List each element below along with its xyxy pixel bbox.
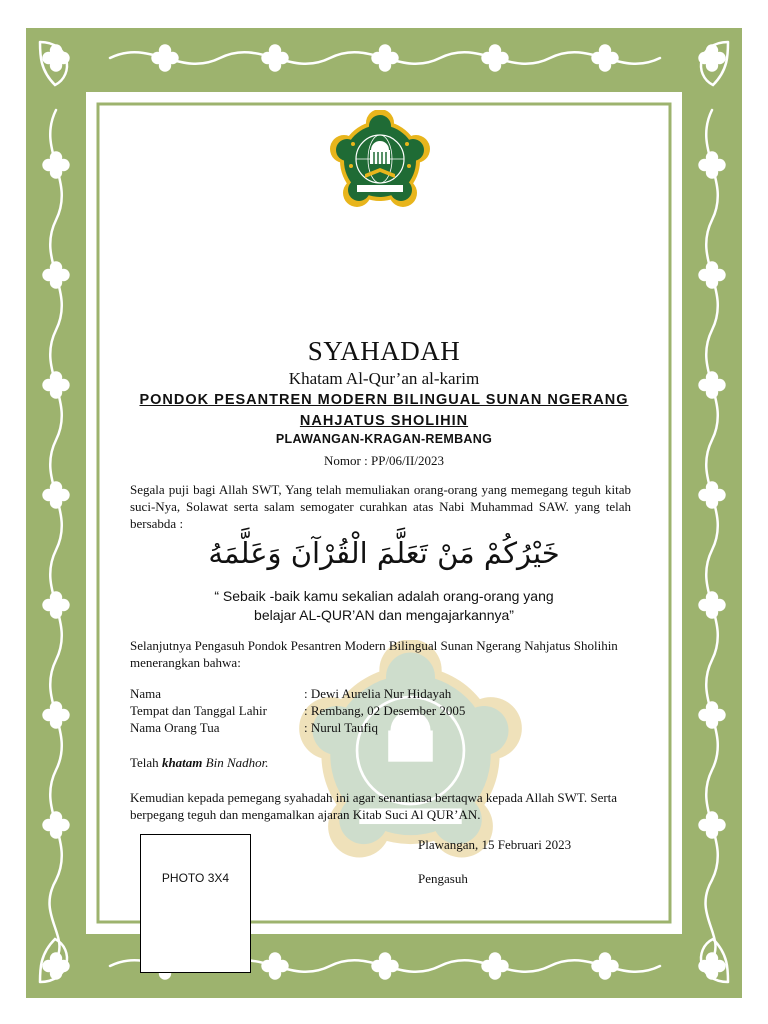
recipient-details — [130, 685, 465, 736]
institution-name-line2: NAHJATUS SHOLIHIN — [299, 413, 469, 429]
closing-paragraph: Kemudian kepada pemegang syahadah ini agar senantiasa bertaqwa kepada Allah SWT. Serta berpegang teguh dan mengamalkan ajaran Kitab Suci Al QUR’AN. — [130, 790, 618, 822]
photo-label: PHOTO 3X4 — [161, 871, 230, 885]
field-label: Nama — [130, 686, 162, 701]
translation-line1: “ Sebaik -baik kamu sekalian adalah orang-orang yang — [214, 588, 554, 604]
khatam-bold: khatam — [161, 755, 203, 770]
khatam-prefix: Telah — [130, 755, 162, 770]
signatory-title: Pengasuh — [418, 871, 468, 886]
field-label: Nama Orang Tua — [130, 720, 220, 735]
field-value: : Nurul Taufiq — [304, 720, 378, 735]
field-row-birth — [130, 702, 465, 719]
certificate-title: SYAHADAH — [307, 336, 461, 366]
field-row-parent — [130, 719, 465, 736]
field-row-name — [130, 685, 465, 702]
khatam-statement — [130, 754, 631, 771]
khatam-method: Bin Nadhor. — [202, 755, 269, 770]
institution-name-line1: PONDOK PESANTREN MODERN BILINGUAL SUNAN NGERANG — [139, 392, 629, 408]
institution-logo — [325, 110, 435, 212]
photo-box — [140, 834, 251, 973]
certificate-subtitle: Khatam Al-Qur’an al-karim — [288, 369, 480, 388]
certificate-number: Nomor : PP/06/II/2023 — [324, 453, 444, 468]
translation-line2: belajar AL-QUR’AN dan mengajarkannya” — [254, 607, 514, 623]
institution-location: PLAWANGAN-KRAGAN-REMBANG — [275, 432, 493, 446]
arabic-hadith: خَيْرُكُمْ مَنْ تَعَلَّمَ الْقُرْآنَ وَعَلَّمَهُ — [208, 536, 560, 570]
signing-date: Plawangan, 15 Februari 2023 — [418, 837, 572, 852]
field-value: : Rembang, 02 Desember 2005 — [304, 703, 466, 718]
field-value: : Dewi Aurelia Nur Hidayah — [304, 686, 452, 701]
opening-paragraph: Segala puji bagi Allah SWT, Yang telah memuliakan orang-orang yang memegang teguh kitab suci-Nya, Solawat serta salam semogater curahkan atas Nabi Muhammad SAW. yang telah bersabda : — [130, 482, 631, 531]
intro-paragraph: Selanjutnya Pengasuh Pondok Pesantren Modern Bilingual Sunan Ngerang Nahjatus Sholihin menerangkan bahwa: — [130, 638, 618, 670]
field-label: Tempat dan Tanggal Lahir — [130, 703, 267, 718]
hadith-translation — [0, 587, 768, 625]
